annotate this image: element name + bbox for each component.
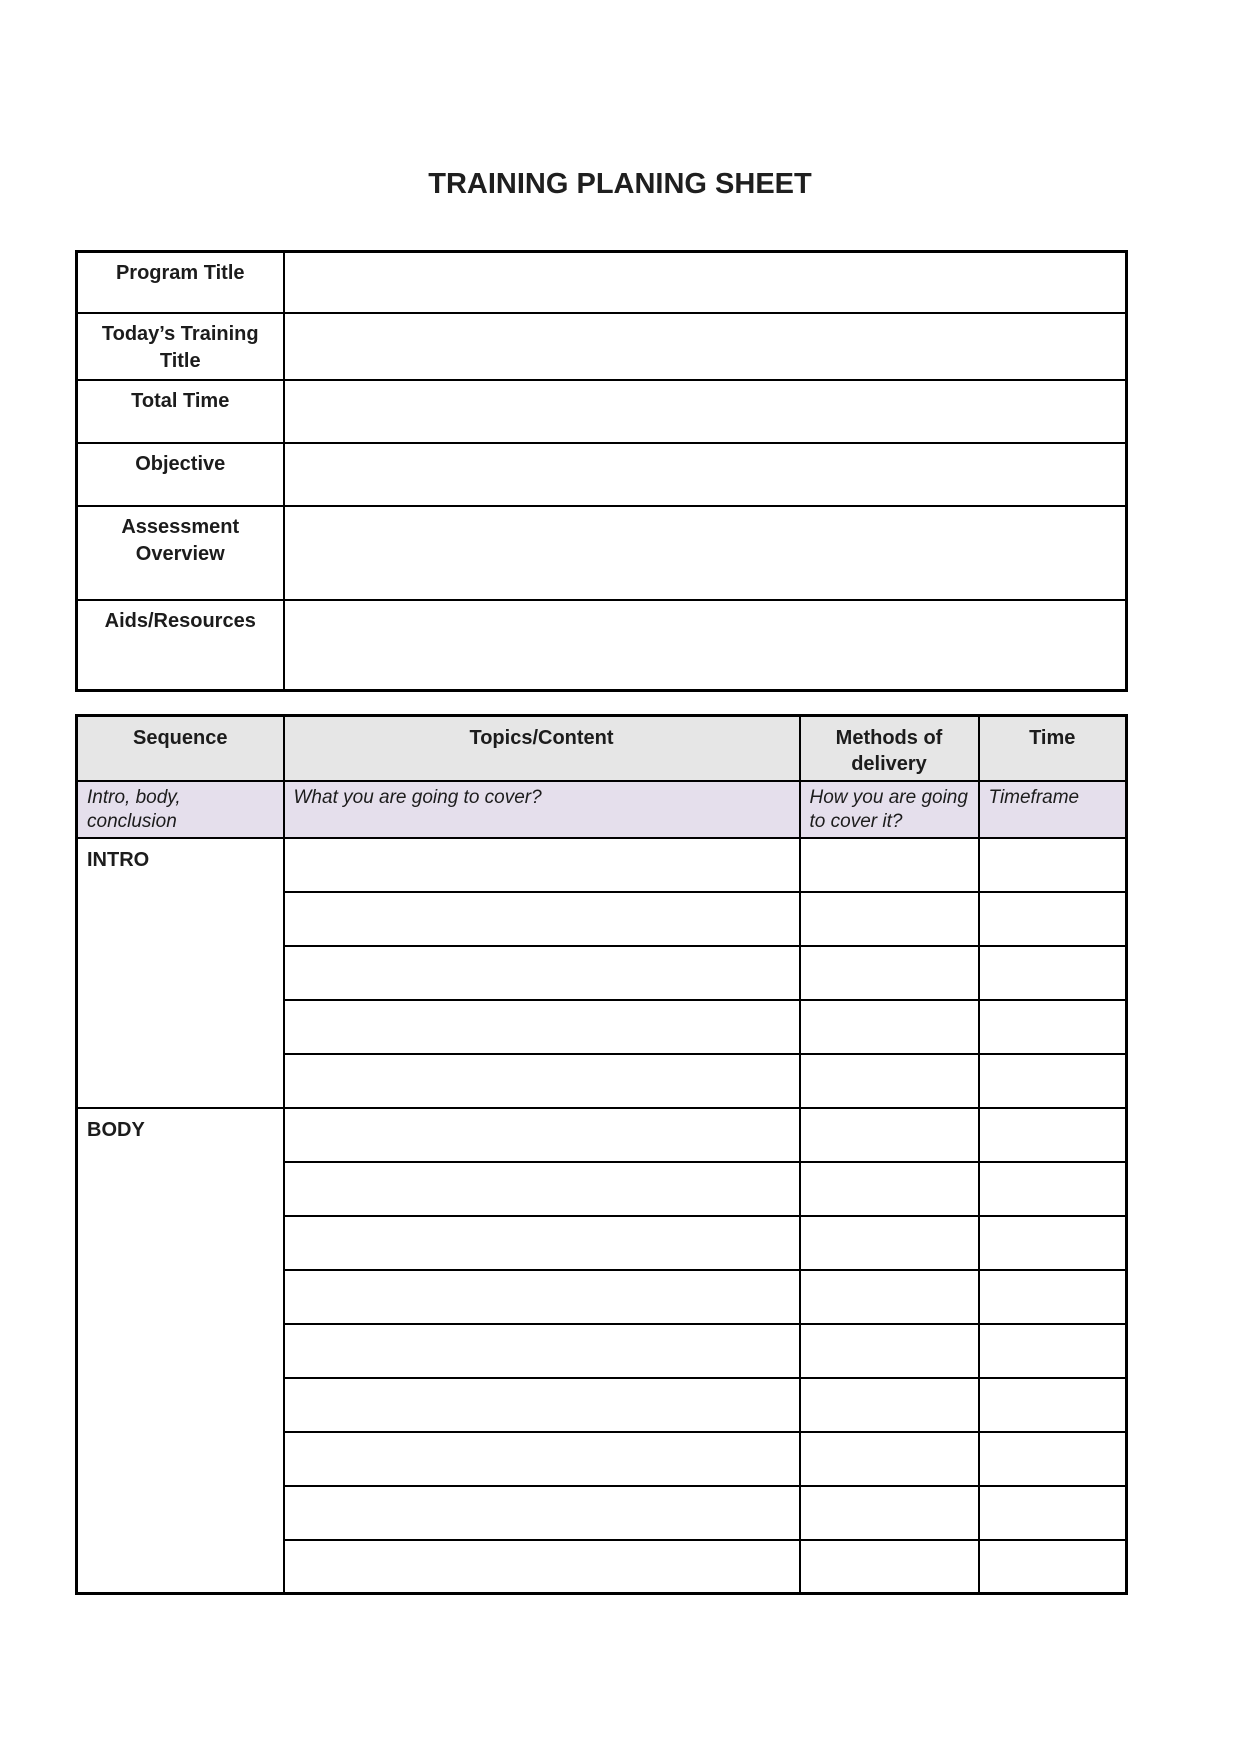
methods-entry-cell[interactable]: [800, 892, 979, 946]
time-entry-cell[interactable]: [979, 1054, 1127, 1108]
methods-entry-cell[interactable]: [800, 1540, 979, 1594]
assessment-overview-value-cell[interactable]: [284, 506, 1127, 600]
time-entry-cell[interactable]: [979, 1486, 1127, 1540]
time-entry-cell[interactable]: [979, 1270, 1127, 1324]
total-time-value-cell[interactable]: [284, 380, 1127, 443]
methods-entry-cell[interactable]: [800, 1378, 979, 1432]
info-row-assessment-overview: [77, 506, 1127, 600]
time-entry-cell[interactable]: [979, 1108, 1127, 1162]
plan-table: [75, 714, 1128, 1595]
time-entry-cell[interactable]: [979, 838, 1127, 892]
section-label-intro: INTRO: [77, 838, 284, 1108]
topics-entry-cell[interactable]: [284, 1378, 800, 1432]
time-entry-cell[interactable]: [979, 1216, 1127, 1270]
plan-subheader-row: [77, 781, 1127, 838]
methods-of-delivery-header: Methods of delivery: [800, 716, 979, 782]
sequence-subheader: Intro, body, conclusion: [77, 781, 284, 838]
time-entry-cell[interactable]: [979, 1324, 1127, 1378]
total-time-label: Total Time: [77, 380, 284, 443]
todays-training-title-value-cell[interactable]: [284, 313, 1127, 380]
time-entry-cell[interactable]: [979, 1000, 1127, 1054]
topics-entry-cell[interactable]: [284, 1324, 800, 1378]
sequence-header: Sequence: [77, 716, 284, 782]
topics-entry-cell[interactable]: [284, 892, 800, 946]
topics-content-header: Topics/Content: [284, 716, 800, 782]
page-title: TRAINING PLANING SHEET: [428, 168, 812, 200]
plan-table-body: [77, 838, 1127, 1594]
topics-entry-cell[interactable]: [284, 1540, 800, 1594]
methods-entry-cell[interactable]: [800, 1162, 979, 1216]
time-subheader: Timeframe: [979, 781, 1127, 838]
topics-entry-cell[interactable]: [284, 1486, 800, 1540]
info-row-objective: [77, 443, 1127, 506]
topics-entry-cell[interactable]: [284, 1270, 800, 1324]
methods-entry-cell[interactable]: [800, 1432, 979, 1486]
time-entry-cell[interactable]: [979, 946, 1127, 1000]
time-entry-cell[interactable]: [979, 1378, 1127, 1432]
methods-entry-cell[interactable]: [800, 1000, 979, 1054]
time-entry-cell[interactable]: [979, 1540, 1127, 1594]
info-row-todays-training-title: [77, 313, 1127, 380]
topics-content-subheader: What you are going to cover?: [284, 781, 800, 838]
methods-entry-cell[interactable]: [800, 1324, 979, 1378]
aids-resources-label: Aids/Resources: [77, 600, 284, 691]
section-label-body: BODY: [77, 1108, 284, 1594]
info-row-program-title: [77, 252, 1127, 313]
topics-entry-cell[interactable]: [284, 1108, 800, 1162]
methods-entry-cell[interactable]: [800, 946, 979, 1000]
methods-entry-cell[interactable]: [800, 838, 979, 892]
time-entry-cell[interactable]: [979, 892, 1127, 946]
topics-entry-cell[interactable]: [284, 1054, 800, 1108]
info-row-total-time: [77, 380, 1127, 443]
time-header: Time: [979, 716, 1127, 782]
plan-row: [77, 1108, 1127, 1162]
methods-of-delivery-subheader: How you are going to cover it?: [800, 781, 979, 838]
plan-row: [77, 838, 1127, 892]
topics-entry-cell[interactable]: [284, 946, 800, 1000]
topics-entry-cell[interactable]: [284, 1432, 800, 1486]
methods-entry-cell[interactable]: [800, 1054, 979, 1108]
time-entry-cell[interactable]: [979, 1432, 1127, 1486]
assessment-overview-label: Assessment Overview: [77, 506, 284, 600]
topics-entry-cell[interactable]: [284, 1162, 800, 1216]
topics-entry-cell[interactable]: [284, 1216, 800, 1270]
objective-label: Objective: [77, 443, 284, 506]
plan-header-row: [77, 716, 1127, 782]
topics-entry-cell[interactable]: [284, 1000, 800, 1054]
methods-entry-cell[interactable]: [800, 1216, 979, 1270]
methods-entry-cell[interactable]: [800, 1486, 979, 1540]
info-row-aids-resources: [77, 600, 1127, 691]
time-entry-cell[interactable]: [979, 1162, 1127, 1216]
program-title-value-cell[interactable]: [284, 252, 1127, 313]
aids-resources-value-cell[interactable]: [284, 600, 1127, 691]
program-title-label: Program Title: [77, 252, 284, 313]
todays-training-title-label: Today’s Training Title: [77, 313, 284, 380]
methods-entry-cell[interactable]: [800, 1270, 979, 1324]
objective-value-cell[interactable]: [284, 443, 1127, 506]
methods-entry-cell[interactable]: [800, 1108, 979, 1162]
info-table: [75, 250, 1128, 692]
topics-entry-cell[interactable]: [284, 838, 800, 892]
